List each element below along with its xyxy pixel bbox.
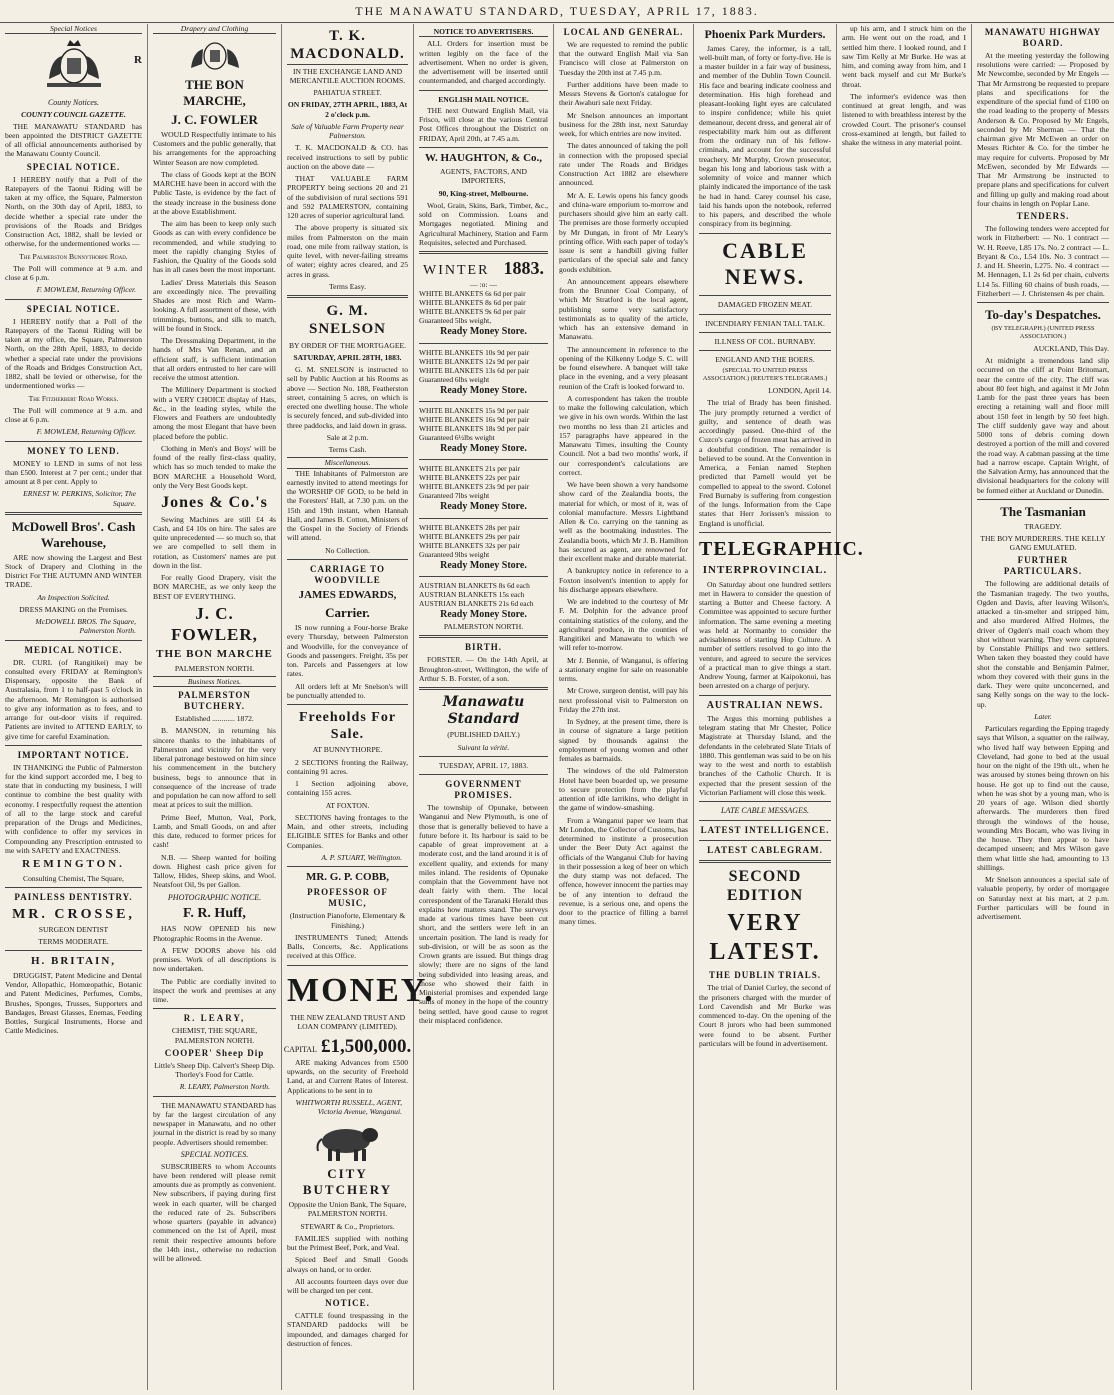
ready-money-store: Ready Money Store. bbox=[440, 384, 527, 396]
dips-list: Little's Sheep Dip. Calvert's Sheep Dip. Thorley's Food for Cattle. bbox=[154, 1060, 275, 1080]
ready-money-store: Ready Money Store. bbox=[440, 559, 527, 571]
jones-heading: Jones & Co.'s bbox=[161, 494, 268, 512]
blanket-group bbox=[419, 464, 548, 513]
important-body: IN THANKING the Public of Palmerston for the kind support accorded me, I beg to state that in conducting my business, I will continue to combine the best quality with economy. I respectfully request the attention of all to the large stock and careful preparation of the Drugs and Medicines, with confidence to offer my services in Compounding any Prescription entrusted to me with SAFETY and EXACTNESS. bbox=[5, 762, 142, 855]
later: Later. bbox=[1034, 711, 1052, 721]
macdonald-property: THAT VALUABLE FARM PROPERTY being sections 20 and 21 of the subdivision of rural sections 591 and 592 PALMERSTON, containing 120 acres of superior agricultural land. bbox=[287, 174, 408, 221]
snelson-terms: Terms Cash. bbox=[328, 445, 367, 455]
winter-year: 1883. bbox=[503, 258, 544, 279]
capital-amount: £1,500,000. bbox=[320, 1035, 412, 1057]
interprovincial-body: On Saturday about one hundred settlers met in Hawera to consider the question of starting a Butter and Cheese factory. A Committee was appointed to secure further information. The same evening a meeting was held at Normanby to consider the advisableness of starting Hop Culture. A number of settlers resolved to go into the venture, and agreed to secure the services of a practical man to give things a start. Andrew Young, farmer at Kaipokonui, has been arrested on a charge of perjury. bbox=[699, 579, 831, 691]
cobb-role: PROFESSOR OF MUSIC, bbox=[307, 887, 388, 909]
latest-cablegram: LATEST CABLEGRAM. bbox=[707, 844, 823, 855]
local-para: Mr J. Bennie, of Wanganui, is offering a stationary engine for sale on reasonable terms. bbox=[559, 655, 688, 684]
price-line: AUSTRIAN BLANKETS 15s each bbox=[419, 589, 525, 599]
dressmaking: DRESS MAKING on the Premises. bbox=[19, 604, 128, 614]
cable-subhead: ENGLAND AND THE BOERS. bbox=[715, 355, 815, 365]
local-para: Mr Snelson announces an important business for the 28th inst, next Saturday week, for which entries are now invited. bbox=[559, 110, 688, 139]
weight-line: Guaranteed 6lbs weight bbox=[419, 374, 490, 384]
local-para: The windows of the old Palmerston Hotel have been boarded up, we presume to secure protection from the playful attention of idle larrikins, who delight in the game of window-smashing. bbox=[559, 766, 688, 813]
no-collection: No Collection. bbox=[325, 545, 370, 555]
painless-dentistry: PAINLESS DENTISTRY. bbox=[14, 891, 133, 902]
macdonald-street: PAHIATUA STREET. bbox=[313, 88, 382, 98]
notice2-works: The Fitzherbert Road Works. bbox=[28, 393, 119, 403]
money-signature: ERNEST W. PERKINS, Solicitor, The Square. bbox=[23, 489, 136, 508]
jones-body-2: For really Good Drapery, visit the BON MARCHE, as we only keep the BEST OF EVERYTHING. bbox=[153, 573, 276, 601]
blanket-group bbox=[419, 289, 548, 338]
local-heading: LOCAL AND GENERAL. bbox=[563, 27, 684, 37]
price-line: AUSTRIAN BLANKETS 21s 6d each bbox=[419, 598, 534, 608]
bon-marche-para: Clothing in Men's and Boys' will be found of the really first-class quality, which has so much tended to make the BON MARCHE a Household Word, only the Very Best Goods kept. bbox=[153, 443, 276, 490]
freehold-item: 1 Section adjoining above, containing 155 acres. bbox=[287, 779, 408, 798]
stewart-body: FAMILIES supplied with nothing but the Primest Beef, Pork, and Veal. bbox=[287, 1233, 408, 1252]
macdonald-desc: The above property is situated six miles from Palmerston on the main road, one mile from railway station, is quite level, with never-failing streams of water; eighty acres cleared, and 25 acres in grass. bbox=[287, 223, 408, 279]
masthead-title: THE MANAWATU STANDARD, TUESDAY, APRIL 17, 1883. bbox=[355, 3, 759, 18]
subscribers-body: SUBSCRIBERS to whom Accounts have been rendered will please remit amounts due as promptly as convenient. New subscribers, if paying during first week in each quarter, will be charged the reduced rate of 2s. Subscribers whose quarters (payable in advance) commenced on the 1st of April, must remit their respective amounts before the 14th inst., otherwise no reduction will be allowed. bbox=[153, 1161, 276, 1264]
column-8 bbox=[972, 24, 1114, 1390]
cable-body: The trial of Brady has been finished. The jury promptly returned a verdict of guilty, and sentence of death was accordingly passed. One-third of the Cuzco's cargo of frozen meat has arrived in a doubtful condition. The remainder is believed to be sound. At the Convention in America, a Fenian named Stephen predicted that Parnell would yet be compelled to appeal to the sword. Colonel Fred Burnaby is suffering from congestion of the lungs. Information from the Cape states that Herr Jorissen's mission to England is unofficial. bbox=[699, 398, 831, 528]
continued-text: up his arm, and I struck him on the arm. He went out on the road, and I settled him there. I looked round, and I saw Tim Kelly at Mr Burke. He was at him, and coming away from him, and I went back myself and cut Mr Burke's throat. bbox=[842, 24, 966, 89]
cable-subhead: INCENDIARY FENIAN TALL TALK. bbox=[705, 318, 825, 328]
leary-signature: R. LEARY, Palmerston North. bbox=[179, 1082, 270, 1092]
special-notice-1: SPECIAL NOTICE. bbox=[26, 161, 121, 172]
highway-heading: MANAWATU HIGHWAY BOARD. bbox=[984, 27, 1102, 48]
notice-heading: NOTICE. bbox=[325, 1298, 370, 1309]
butchery-established: Established ............ 1872. bbox=[175, 714, 254, 724]
standard-circulation: THE MANAWATU STANDARD has by far the largest circulation of any newspaper in Manawatu, and no other journal in the district is read by so many people. Advertisers should remember. bbox=[153, 1100, 277, 1147]
medical-heading: MEDICAL NOTICE. bbox=[24, 644, 123, 655]
price-line: WHITE BLANKETS 21s per pair bbox=[419, 464, 520, 474]
london-date: LONDON, April 14. bbox=[768, 386, 831, 396]
dublin-trials: THE DUBLIN TRIALS. bbox=[708, 970, 822, 981]
bon-marche-place: PALMERSTON NORTH. bbox=[174, 663, 255, 673]
price-line: WHITE BLANKETS 9s 6d per pair bbox=[419, 307, 526, 317]
special-notice-2: SPECIAL NOTICE. bbox=[26, 303, 121, 314]
bon-marche-footer: THE BON MARCHE bbox=[156, 648, 273, 661]
bon-marche-para: The aim has been to keep only such Goods as can with every confidence be recommended, and while studying to meet the rapidly changing Styles of Fashion, the Quality of the Goods sold has in all cases been the most important. bbox=[153, 219, 276, 275]
australian-heading: AUSTRALIAN NEWS. bbox=[706, 699, 824, 711]
macdonald-terms: Terms Easy. bbox=[329, 281, 366, 291]
nz-trust: THE NEW ZEALAND TRUST AND LOAN COMPANY (LIMITED). bbox=[289, 1013, 406, 1032]
advertisers-body: ALL Orders for insertion must be written legibly on the face of the advertisement. When no order is given, the advertisement will be inserted until countermanded, and charged accordingly. bbox=[419, 39, 548, 86]
capital-label: CAPITAL bbox=[283, 1044, 317, 1054]
local-para: We have been shown a very handsome show card of the Zealandia boots, the material for which, or most of it, was of colonial manufacture. Messrs Lightband Allen & Co. carrying on the tanning as well as the bootmaking industries. The Zealandia boots, which Mr J. B. Hamilton has secured as agent, are renowned for their excellent make and durable material. bbox=[559, 480, 688, 564]
bon-marche-para: Ladies' Dress Materials this Season are exceedingly nice. The prevailing Shades are most Rich and Warm-looking. A full assortment of these, with trimmings, buttons, and silk to match, will be found in Stock. bbox=[153, 277, 276, 333]
macdonald-sale: Sale of Valuable Farm Property near Palmerston. bbox=[291, 121, 404, 141]
continued-text-2: The informer's evidence was then continued at great length, and was listened to with breathless interest by the crowded Court. The prisoner's counsel cross-examined at length, but failed to shake the witness in any material point. bbox=[842, 91, 967, 147]
govt-heading: GOVERNMENT PROMISES. bbox=[445, 779, 522, 801]
cobb-name: MR. G. P. COBB, bbox=[305, 871, 389, 884]
money-body: MONEY to LEND in sums of not less than £500. Interest at 7 per cent.; under that amount at 8 per cent. Apply to bbox=[5, 458, 142, 487]
manson-meat: Prime Beef, Mutton, Veal, Pork, Lamb, and Small Goods, on and after this date, reduced to former prices for cash! bbox=[153, 812, 276, 850]
photo-heading: PHOTOGRAPHIC NOTICE. bbox=[167, 892, 262, 902]
whitworth-signature: WHITWORTH RUSSELL, AGENT, Victoria Avenue, Wanganui. bbox=[295, 1097, 402, 1117]
price-line: WHITE BLANKETS 8s 6d per pair bbox=[419, 298, 526, 308]
notice-body: CATTLE found trespassing in the STANDARD paddocks will be impounded, and damages charged for destruction of fences. bbox=[287, 1311, 408, 1348]
column-3 bbox=[282, 24, 435, 1390]
carrier-orders: All orders left at Mr Snelson's will be punctually attended to. bbox=[287, 681, 408, 700]
remington-name: REMINGTON. bbox=[22, 858, 125, 871]
tenders-heading: TENDERS. bbox=[1016, 211, 1070, 222]
manson-body: B. MANSON, in returning his sincere thanks to the inhabitants of Palmerston and vicinity for the very liberal patronage bestowed on him since his commencement in the butchery business, begs to announce that in consequence of the increase of trade and population he can now afford to sell meat at prices to suit the million. bbox=[153, 726, 276, 810]
price-line: WHITE BLANKETS 28s per pair bbox=[419, 522, 520, 532]
misc-body: THE Inhabitants of Palmerston are earnestly invited to attend meetings for the WORSHIP OF GOD, to be held in the Foresters' Hall, at 7.30 p.m. on the 15th and 19th instant, when Hannah Hall, and James B. Cotton, Ministers of the Gospel in the Society of Friends will attend. bbox=[287, 468, 408, 543]
macdonald-date: ON FRIDAY, 27TH APRIL, 1883, At 2 o'clock p.m. bbox=[287, 100, 408, 119]
cooper-dip: COOPER' Sheep Dip bbox=[164, 1047, 265, 1058]
second-edition: SECOND EDITION bbox=[726, 867, 804, 905]
mail-heading: ENGLISH MAIL NOTICE. bbox=[438, 94, 529, 104]
huff-body-3: The Public are cordially invited to inspect the work and premises at any time. bbox=[153, 976, 276, 1005]
weight-line: Guaranteed 6½lbs weight bbox=[419, 433, 495, 443]
stewart-accounts: All accounts fourteen days over due will be charged ten per cent. bbox=[287, 1276, 408, 1295]
jones-body: Sewing Machines are still £4 4s Cash, and £4 10s on hire. The sales are quite unprecedented — so much so, that we are compelled to sell them in rotation, as Customers' names are put down in the list. bbox=[153, 514, 276, 570]
column-5 bbox=[554, 24, 694, 1390]
published-daily: (PUBLISHED DAILY.) bbox=[447, 730, 520, 740]
interprovincial-heading: INTERPROVINCIAL. bbox=[702, 564, 828, 577]
local-para: We are requested to remind the public that the outward English Mail via San Francisco will close at Palmerston on Tuesday the 20th inst at 7.45 p.m. bbox=[559, 39, 688, 77]
todays-despatches: To-day's Despatches. bbox=[985, 307, 1101, 323]
late-cable-heading: LATE CABLE MESSAGES. bbox=[721, 806, 809, 816]
notice1-signature: F. MOWLEM, Returning Officer. bbox=[36, 285, 136, 295]
carriage-heading: CARRIAGE TO WOODVILLE bbox=[310, 563, 385, 585]
tenders-body: The following tenders were accepted for work in Fitzherbert: — No. 1 contract — W. H. Reeve, L85 17s. No. 2 contract — L. Bryant & Co., L54 10s. No. 3 contract — J. and H. Sheerin, L275. No. 4 contract — M. Hennagen, L1 2s 6d per chain, culverts L14 5s. Filling 60 chains of bush roads, — Fitzherbert — J. Christensen 4s per chain. bbox=[977, 224, 1109, 298]
dateline: TUESDAY, APRIL 17, 1883. bbox=[438, 760, 529, 770]
ready-money-store: Ready Money Store. bbox=[440, 609, 527, 621]
paper-title: Manawatu Standard bbox=[442, 694, 525, 728]
blanket-group bbox=[419, 348, 548, 397]
fowler-name: J. C. FOWLER bbox=[171, 111, 258, 127]
later-body: Particulars regarding the Epping tragedy says that Wilson, a squatter on the railway, who lived half way between Epping and Cleveland, had gone to bed at the usual hour on the night of the 19th ult., when he was aroused by stones being thrown on his house. He got up to find out the cause, when he was shot by a young man, who is 20 years of age. Wilson died shortly afterwards. The murderers then fired through the windows of the house, wounding Mrs Bocam, who was living in the house. They then appear to have decamped unseen; and Mrs Wilson gave them what little she had, amounting to 13 shillings. bbox=[977, 724, 1109, 872]
ready-money-store: Ready Money Store. bbox=[440, 326, 527, 338]
tasmanian-heading: The Tasmanian bbox=[1000, 503, 1086, 519]
bon-marche-para: The Millinery Department is stocked with a VERY CHOICE display of Hats, &c., in the leading styles, while the Flowers and Feathers are undoubtedly among the most Elegant that have been placed before the public. bbox=[153, 385, 276, 441]
price-line: WHITE BLANKETS 6s 6d per pair bbox=[419, 289, 526, 299]
local-para: In Sydney, at the present time, there is in course of signature a large petition signed by thousands against the employment of young women and other females as barmaids. bbox=[559, 717, 688, 764]
huff-body-2: A FEW DOORS above his old premises. Work of all descriptions is now undertaken. bbox=[153, 945, 276, 974]
cable-news-heading: CABLE NEWS. bbox=[722, 237, 808, 290]
blanket-group bbox=[419, 406, 548, 455]
auckland-date: AUCKLAND, This Day. bbox=[1033, 343, 1109, 353]
ready-money-store: Ready Money Store. bbox=[440, 501, 527, 513]
butchery-heading: PALMERSTON BUTCHERY. bbox=[178, 690, 251, 712]
crosse-role: SURGEON DENTIST bbox=[38, 924, 109, 934]
boy-murderers: THE BOY MURDERERS. THE KELLY GANG EMULATED. bbox=[980, 533, 1106, 553]
telegraphic-heading: TELEGRAPHIC. bbox=[699, 537, 864, 560]
foxton: AT FOXTON. bbox=[325, 800, 370, 810]
notice-advertisers: NOTICE TO ADVERTISERS. bbox=[419, 27, 548, 37]
cable-subhead: DAMAGED FROZEN MEAT. bbox=[717, 300, 813, 310]
local-para: From a Wanganui paper we learn that Mr London, the Collector of Customs, has determined to institute a prosecution under the Beer Duty Act against the officials of the Wanganui Club for having in their possession a keg of beer on which the duty stamp was not defaced. The offence, however innocent the parties may be of any intention to defraud the revenue, is a serious one, and opens the door to the practice of filling a barrel many times. bbox=[559, 815, 688, 927]
royal-crest-icon bbox=[175, 34, 255, 74]
section-label: Business Notices. bbox=[153, 676, 276, 687]
dublin-body: The trial of Daniel Curley, the second of the prisoners charged with the murder of Lord Cavendish and Mr Burke was commenced to-day. On the opening of the Court 8 jurors who had been summoned were found to be absent. Further particulars will be found in advertisement. bbox=[699, 983, 831, 1048]
birth-heading: BIRTH. bbox=[465, 642, 502, 653]
leary-name: R. LEARY, bbox=[183, 1013, 246, 1024]
city-butchery-sub: Opposite the Union Bank, The Square, PALMERSTON NORTH. bbox=[288, 1200, 407, 1219]
haughton-name: W. HAUGHTON, & Co., bbox=[424, 151, 543, 164]
bunnythorpe: AT BUNNYTHORPE. bbox=[312, 745, 383, 755]
column-7 bbox=[837, 24, 972, 1390]
masthead bbox=[0, 0, 1114, 23]
local-para: The announcement in reference to the opening of the Kilkenny Lodge S. C. will be found elsewhere. A banquet will take place in the evening, and a very pleasant reunion of the Craft is looked forward to. bbox=[559, 344, 688, 391]
notice1-body: I HEREBY notify that a Poll of the Ratepayers of the Taonui Riding will be taken at my office, the Square, Palmerston North, on the 30th day of April, 1883, to decide whether a special rate under the provisions of the Roads and Bridges Construction Act, 1882, shall be levied or otherwise, for the undermentioned works — bbox=[5, 174, 142, 249]
mail-body: THE next Outward English Mail, via Frisco, will close at the various Central Post Offices throughout the District on FRIDAY, April 20th, at 7.45 a.m. bbox=[419, 105, 548, 143]
money-heading: MONEY TO LEND. bbox=[27, 445, 120, 456]
leary-role: CHEMIST, THE SQUARE, PALMERSTON NORTH. bbox=[171, 1026, 258, 1045]
price-line: WHITE BLANKETS 23s 9d per pair bbox=[419, 482, 530, 492]
price-line: WHITE BLANKETS 10s 9d per pair bbox=[419, 347, 530, 357]
edwards-name: JAMES EDWARDS, bbox=[298, 588, 397, 601]
final-para: Mr Snelson announces a special sale of valuable property, by order of mortgagee on Saturday next at his mart, at 2 p.m. Further particulars will be found in advertisement. bbox=[977, 875, 1109, 922]
britain-name: H. BRITAIN, bbox=[30, 955, 117, 968]
local-para: Mr Crowe, surgeon dentist, will pay his next professional visit to Palmerston on Friday the 27th inst. bbox=[559, 686, 688, 714]
cable-subhead: ILLNESS OF COL. BURNABY. bbox=[714, 336, 816, 346]
medical-body: DR. CURL (of Rangitikei) may be consulted every FRIDAY at Remington's Dispensary, opposite the Bank of Australasia, from 1 to half-past 5 o'clock in the afternoon. Mr Remington is authorised to give any information as to fees, and to arrange for out-door visits if required. Patients are invited to ATTEND EARLY, to give time for careful Examination. bbox=[5, 657, 142, 741]
special-assoc: (SPECIAL TO UNITED PRESS ASSOCIATION.) (REUTER'S TELEGRAMS.) bbox=[702, 367, 828, 383]
column-4: NOTICE TO ADVERTISERS. ALL Orders for insertion must be written legibly on the face of the advertisement. When no order is given, the advertisement will be inserted until countermanded, and charged accordingly. ENGLISH MAIL NOTICE. THE next Outward English Mail, via Frisco, will close at the various Central Post Offices throughout the District on FRIDAY, April 20th, at 7.45 a.m. W. HAUGHTON, & Co., AGENTS, FACTORS, AND IMPORTERS, 90, King-street, Melbourne. Wool, Grain, Skins, Bark, Timber, &c., sold on Commission. Loans and Mortgages negotiated. Mining and Agricultural Machinery, Station and Farm Requisites, selected and Purchased. WINTER 1883. — :o: — WHITE BLANKETS 6s 6d per pair WHITE BLANKETS 8s 6d per pair WHITE BLANKETS 9s 6d per pair Guaranteed 5lbs weight, Ready Money Store. WHITE BLANKETS 10s 9d per pair WHITE BLANKETS 12s 9d per pair WHITE BLANKETS 13s 6d per pair Guaranteed 6lbs weight Ready Money Store. WHITE BLANKETS 15s 9d per pair WHITE BLANKETS 16s 9d per pair WHITE BLANKETS 18s 9d per pair Guaranteed 6½lbs weight Ready Money Store. WHITE BLANKETS 21s per pair WHITE BLANKETS 22s per pair WHITE BLANKETS 23s 9d per pair Guaranteed 7lbs weight Ready Money Store. WHITE BLANKETS 28s per pair WHITE BLANKETS 29s per pair WHITE BLANKETS 32s per pair Guaranteed 9lbs weight Ready Money Store. AUSTRIAN BLANKETS 8s 6d each AUSTRIAN BLANKETS 15s each AUSTRIAN BLANKETS 21s 6d each Ready Money Store. PALMERSTON NORTH. BIRTH. FORSTER. — On the 14th April, at Broughton-street, Wellington, the wife of Arthur S. B. Forster, of a son. Manawatu Standard (PUBLISHED DAILY.) Suivant la vérité. TUESDAY, APRIL 17, 1883. GOVERNMENT PROMISES. The township of Opunake, between Wanganui and New Plymouth, is one of those that is generally believed to have a future before it. Its harbour is said to be capable of great improvement at a moderate cost, and the land around it is of excellent quality, and extends for many miles inland. The residents of Opunake complain that the Government have not dealt fairly with them. The local correspondent of the Taranaki Herald thus explains how matters stand. The surveys made at various times have been cut short, and the settlers were left in an uncertain position. The land is ready for sub-division, or will be as soon as the Crown grants are issued. But things drag slowly; there are no signs of the land being subdivided into leasing areas, and those who showed their faith in Ministerial promises and expended large sums of money in the hope of the country being settled, have good cause to regret their misplaced confidence. bbox=[414, 24, 554, 1390]
stewart-body-2: Spiced Beef and Small Goods always on hand, or to order. bbox=[287, 1255, 408, 1274]
bon-marche-title: THE BON MARCHE, bbox=[183, 77, 246, 109]
stewart-name: STEWART & Co., Proprietors. bbox=[300, 1221, 395, 1231]
huff-body: HAS NOW OPENED his new Photographic Rooms in the Avenue. bbox=[153, 924, 276, 943]
phoenix-heading: Phoenix Park Murders. bbox=[704, 27, 826, 41]
gazette-body: THE MANAWATU STANDARD has been appointed the DISTRICT GAZETTE of all official announcements authorised by the Manawatu County Council. bbox=[5, 121, 142, 159]
column-2 bbox=[148, 24, 282, 1390]
weight-line: Guaranteed 7lbs weight bbox=[419, 491, 490, 501]
weight-line: Guaranteed 9lbs weight bbox=[419, 549, 490, 559]
price-line: WHITE BLANKETS 22s per pair bbox=[419, 473, 520, 483]
local-para: A bankruptcy notice in reference to a Foxton insolvent's intention to apply for his discharge appears elsewhere. bbox=[559, 566, 688, 594]
trust-body: ARE making Advances from £500 upwards, on the security of Freehold Land, at and Current Rates of Interest. Applications to be sent in to bbox=[287, 1057, 408, 1095]
manson-nb: N.B. — Sheep wanted for boiling down. Highest cash price given for Tallow, Hides, Sheep skins, and Wool. Neatsfoot Oil, 9s per Gallon. bbox=[153, 852, 276, 890]
local-para: Further additions have been made to Messrs Stevens & Gorton's catalogue for their Awahuri sale next Friday. bbox=[559, 79, 688, 108]
bon-marche-para: WOULD Respectfully intimate to his Customers and the public generally, that his arrangements for the approaching Winter Season are now completed. bbox=[153, 129, 276, 167]
snelson-order: BY ORDER OF THE MORTGAGEE. bbox=[288, 340, 407, 350]
local-para: The dates announced of taking the poll in connection with the proposed special rate under The Roads and Bridges Construction Act 1882 are elsewhere announced. bbox=[559, 141, 688, 188]
macdonald-name: T. K. MACDONALD. bbox=[287, 27, 408, 65]
money-banner: MONEY. bbox=[287, 971, 435, 1009]
blanket-group bbox=[419, 581, 548, 621]
mcdowell-heading: McDowell Bros'. Cash Warehouse, bbox=[11, 518, 136, 550]
crosse-terms: TERMS MODERATE. bbox=[38, 937, 109, 947]
birth-body: FORSTER. — On the 14th April, at Broughton-street, Wellington, the wife of Arthur S. B. Forster, of a son. bbox=[419, 655, 548, 683]
store-place: PALMERSTON NORTH. bbox=[443, 622, 524, 632]
tasmanian-body: The following are additional details of the Tasmanian tragedy. The two youths, Ogden and Davis, after leaving Wilson's, attacked a tin-smelter and stripped him, and also murdered Alfred Holmes, the driver of Ogden's mail coach whom they shot without warning. They were captured by Constable Phillips and two settlers. When taken they boasted they could have shot the constable and Benjamin Palmer, whom they covered with their guns in the dark. They were quite unconcerned, and sang Kelly songs on the way to the lock-up. bbox=[977, 579, 1109, 709]
notice1-poll: The Poll will commence at 9 a.m. and close at 6 p.m. bbox=[5, 263, 142, 283]
haughton-body: Wool, Grain, Skins, Bark, Timber, &c., sold on Commission. Loans and Mortgages negotiated. Mining and Agricultural Machinery, Station and Farm Requisites, selected and Purchased. bbox=[419, 200, 548, 247]
price-line: WHITE BLANKETS 32s per pair bbox=[419, 540, 520, 550]
price-line: AUSTRIAN BLANKETS 8s 6d each bbox=[419, 580, 530, 590]
price-line: WHITE BLANKETS 16s 9d per pair bbox=[419, 415, 530, 425]
latest-intelligence: LATEST INTELLIGENCE. bbox=[700, 824, 830, 835]
notice2-signature: F. MOWLEM, Returning Officer. bbox=[36, 427, 136, 437]
further-particulars: FURTHER PARTICULARS. bbox=[1003, 555, 1083, 577]
snelson-date: SATURDAY, APRIL 28TH, 1883. bbox=[293, 352, 402, 362]
special-notices: SPECIAL NOTICES. bbox=[180, 1149, 249, 1159]
ready-money-store: Ready Money Store. bbox=[440, 443, 527, 455]
britain-body: DRUGGIST, Patent Medicine and Dental Vendor, Allopathic, Homœopathic, Botanic and Patent Medicines, Perfumes, Combs, Brushes, Sponges, Trusses, Supporters and Bandages, Breast Glasses, Enemas, Feeding Bottles, Surgical Instruments, Horse and Cattle Medicines. bbox=[5, 970, 142, 1036]
very-latest: VERY LATEST. bbox=[709, 909, 821, 966]
local-para: We are indebted to the courtesy of Mr F. M. Dolphin for the advance proof containing statistics of the colony, and the agricultural produce, in the counties of Rangitikei and Manawatu to which we will refer to-morrow. bbox=[559, 597, 688, 653]
govt-body: The township of Opunake, between Wanganui and New Plymouth, is one of those that is generally believed to have a future before it. Its harbour is said to be capable of great improvement at a moderate cost, and the land around it is of excellent quality, and extends for many miles inland. The residents of Opunake complain that the Government have not dealt fairly with them. The local correspondent of the Taranaki Herald thus explains how matters stand. The surveys made at various times have been cut short, and the settlers were left in an uncertain position. The land is ready for sub-division, or will be as soon as the Crown grants are issued. But things drag slowly; there are no signs of the land being subdivided into leasing areas, and those who showed their faith in Ministerial promises and expended large sums of money in the hope of the country being settled, have good cause to regret their misplaced confidence. bbox=[419, 803, 548, 1025]
blanket-group bbox=[419, 523, 548, 572]
todays-body: At midnight a tremendous land slip occurred on the cliff at Point Britomart, near the centre of the city. The cliff was about 80 feet high, and against it Mr John Lamb for the past three years has been erecting a retaining wall and floor mill about 150 feet in length by 50 feet high. The cliff suddenly gave way and about 5000 tons of debris coming down destroyed a portion of the mill and covered the road way. A cabman passing at the time had a narrow escape. Captain Wright, of the Salvation Army, has announced that the divisional headquarters for the colony will be formed either at Auckland or Dunedin. bbox=[977, 356, 1109, 495]
section-label: Drapery and Clothing bbox=[153, 24, 276, 34]
carrier-title: Carrier. bbox=[325, 605, 370, 621]
mcdowell-body: ARE now showing the Largest and Best Stock of Drapery and Clothing in the District For THE AUTUMN AND WINTER TRADE. bbox=[5, 552, 142, 590]
mcdowell-signature: McDOWELL BROS. The Square, Palmerston North. bbox=[35, 617, 136, 636]
column-1 bbox=[0, 24, 148, 1390]
local-para: Mr A. E. Lewis opens his fancy goods and china-ware emporium to-morrow and purchasers should give him an early call. The premises are those formerly occupied by Mr Dungan, in front of Mr Leary's printing office. With each paper of today's issue is sent a handbill giving fuller particulars of the special sale and fancy goods exhibition. bbox=[559, 190, 688, 274]
macdonald-sub: IN THE EXCHANGE LAND AND MERCANTILE AUCTION ROOMS. bbox=[289, 66, 406, 85]
price-line: WHITE BLANKETS 18s 9d per pair bbox=[419, 424, 530, 434]
bon-marche-para: The Dressmaking Department, in the hands of Mrs Van Renan, and an efficient staff, is sufficient intimation that all orders entrusted to her care will receive the utmost attention. bbox=[153, 336, 276, 383]
county-notices: County Notices. bbox=[47, 97, 100, 107]
bull-illustration bbox=[308, 1119, 388, 1163]
mcdowell-invite: An Inspection Solicited. bbox=[37, 592, 110, 602]
crest-letter: R bbox=[134, 54, 142, 67]
stuart-signature: A. P. STUART, Wellington. bbox=[321, 852, 402, 862]
carrier-body: IS now running a Four-horse Brake every Thursday, between Palmerston and Woodville, for the conveyance of Goods and passengers. Freight, 35s per ton. Parcels and Passengers at low rates. bbox=[287, 623, 408, 679]
important-heading: IMPORTANT NOTICE. bbox=[17, 749, 130, 760]
gazette-title: COUNTY COUNCIL GAZETTE. bbox=[21, 110, 126, 120]
price-line: WHITE BLANKETS 12s 9d per pair bbox=[419, 356, 530, 366]
crosse-name: MR. CROSSE, bbox=[12, 906, 135, 922]
price-line: WHITE BLANKETS 29s per pair bbox=[419, 531, 520, 541]
tragedy: TRAGEDY. bbox=[1024, 521, 1062, 531]
paper-motto: Suivant la vérité. bbox=[457, 742, 510, 752]
by-telegraph: (BY TELEGRAPH.) (UNITED PRESS ASSOCIATION.) bbox=[991, 325, 1095, 340]
highway-body: At the meeting yesterday the following resolutions were carried: — Proposed by Mr Newcombe, seconded by Mr Engels — That Mr Armstrong be requested to prepare plans and specifications for the expenditure of the special fund of £100 on the road leading to the property of Messrs Anderson & Co. Proposed by Mr Engels, seconded by Mr Sherman — That the chairman give Mr McEwen an order on Messrs Richter & Co. for the timber he may require for culverts. Proposed by Mr McEwen, seconded by Mr Edwards — That Mr Armstrong be instructed to prepare plans and specifications for culvert and filling up gully and making road about four chains in length on Poplar Lane. bbox=[977, 50, 1110, 208]
notice2-body: I HEREBY notify that a Poll of the Ratepayers of the Taonui Riding will be taken at my office, the Square, Palmerston North, on the 28th April, 1883, to decide whether a special rate under the provisions of the Roads and Bridges Construction Act, 1882, shall be levied or otherwise, for the undermentioned works — bbox=[5, 316, 142, 391]
macdonald-body: T. K. MACDONALD & CO. has received instructions to sell by public auction on the above date — bbox=[287, 143, 408, 171]
bon-marche-para: The class of Goods kept at the BON MARCHE have been in accord with the Public Taste, is evidence by the fact of the steady increase in the business done at the above Establishment. bbox=[153, 169, 276, 216]
price-line: WHITE BLANKETS 13s 6d per pair bbox=[419, 365, 530, 375]
cobb-instruction: (Instruction Pianoforte, Elementary & Finishing.) bbox=[289, 911, 406, 930]
weight-line: Guaranteed 5lbs weight, bbox=[419, 316, 492, 326]
section-label: Special Notices bbox=[5, 24, 142, 34]
snelson-sale: Sale at 2 p.m. bbox=[326, 432, 369, 442]
remington-role: Consulting Chemist, The Square, bbox=[23, 873, 124, 883]
notice2-poll: The Poll will commence at 9 a.m. and close at 6 p.m. bbox=[5, 405, 142, 425]
freehold-item: 2 SECTIONS fronting the Railway, containing 91 acres. bbox=[287, 757, 408, 776]
fowler-footer-name: J. C. FOWLER, bbox=[171, 603, 258, 644]
local-para: A correspondent has taken the trouble to make the following calculation, which we give in his own words. Within the last two months no less than 21 articles and 157 paragraphs have appeared in the Manawatu Times, insulting the County Council. Not a bad two months' work, if our correspondent's calculations are correct. bbox=[559, 393, 688, 477]
cobb-body: INSTRUMENTS Tuned; Attends Balls, Concerts, &c. Applications received at this Office. bbox=[287, 932, 408, 961]
winter-label: WINTER bbox=[423, 263, 490, 279]
column-6 bbox=[694, 24, 864, 1390]
snelson-body: G. M. SNELSON is instructed to sell by Public Auction at his Rooms as above — Section No. 188, Featherston street, containing 5 acres, on which is erected one dwelling house. The whole is securely fenced, and sub-divided into three paddocks, and laid down in grass. bbox=[287, 365, 408, 430]
freeholds-heading: Freeholds For Sale. bbox=[298, 710, 397, 743]
snelson-name: G. M. SNELSON bbox=[308, 303, 387, 338]
australian-body: The Argus this morning publishes a telegram stating that Mr Chester, Police Magistrate at Thursday Island, and the defendants in the celebrated Slate Trials of 1880. This gentleman was said to be on his way to the west and north to establish branches of the Catholic Church. It is expected that the present session of the Victorian Parliament will close this week. bbox=[699, 713, 831, 797]
city-butchery: CITY BUTCHERY bbox=[302, 1166, 393, 1198]
price-line: WHITE BLANKETS 15s 9d per pair bbox=[419, 405, 530, 415]
haughton-address: 90, King-street, Melbourne. bbox=[438, 188, 529, 198]
huff-name: F. R. Huff, bbox=[183, 906, 246, 922]
notice1-works: The Palmerston Bunnythorpe Road. bbox=[19, 251, 128, 261]
freehold-item: SECTIONS having frontages to the Main, and other streets, including ELIGIBLE SITES for Banks and other Companies. bbox=[287, 812, 408, 850]
phoenix-body: James Carey, the informer, is a tall, well-built man, of forty or forty-five. He is a master builder in a fair way of business, and member of the Dublin Town Council. His face and bearing indicate coolness and determination. His high forehead and pleasant-looking light eyes are calculated to inspire confidence; while his quiet demeanour, decent dress, and general air of respectability mark him out as different from the ordinary run of his fellow-criminals, and account for the successful treachery. Mr Murphy, Crown prosecutor, began his long and laborious task with a solemnity of voice and manner which plainly indicated the importance of the task he had in hand. Carey counsel his case, laid his hands upon the notebook, referred to his papers, and described the whole conspiracy from its beginning. bbox=[699, 43, 831, 229]
haughton-role: AGENTS, FACTORS, AND IMPORTERS, bbox=[439, 167, 528, 186]
section-label: Miscellaneous. bbox=[287, 457, 408, 468]
local-para: An announcement appears elsewhere from the Brunner Coal Company, of which Mr Stratford is the local agent, publishing some very satisfactory testimonials as to quality of the article, which has an extensive demand in Manawatu. bbox=[559, 276, 688, 342]
